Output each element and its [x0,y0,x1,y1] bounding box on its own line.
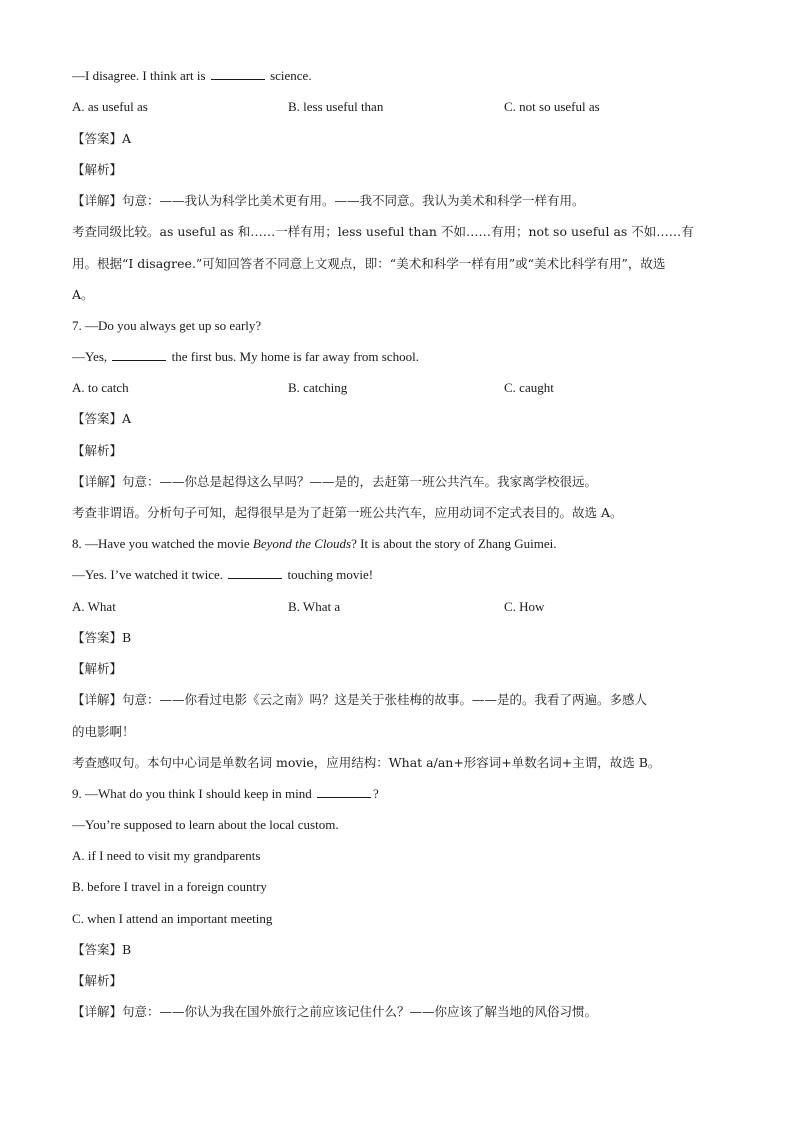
q7-answer: 【答案】A [72,411,132,426]
q6-detail: 【详解】句意：——我认为科学比美术更有用。——我不同意。我认为美术和科学一样有用。 [72,193,585,208]
q7-response-tail: the first bus. My home is far away from school. [171,349,419,364]
q7-explain-1: 考查非谓语。分析句子可知，起得很早是为了赶第一班公共汽车，应用动词不定式表目的。故选 A。 [72,505,623,520]
q6-option-c: C. not so useful as [504,99,600,114]
q8-question [72,536,557,552]
q6-explain-1: 考查同级比较。as useful as 和……一样有用；less useful than 不如……有用；not so useful as 不如……有 [72,224,694,239]
q7-option-b: B. catching [288,380,348,395]
q9-response-line: —You’re supposed to learn about the local custom. [72,817,339,832]
q9-detail: 【详解】句意：——你认为我在国外旅行之前应该记住什么？——你应该了解当地的风俗习惯。 [72,1004,598,1019]
q8-movie-title: Beyond the Clouds [252,536,352,551]
q6-explain-2: 用。根据“I disagree.”可知回答者不同意上文观点，即：“美术和科学一样有用”或“美术比科学有用”，故选 [72,256,666,271]
q9-answer: 【答案】B [72,942,132,957]
q8-option-b: B. What a [288,599,341,614]
q8-option-c: C. How [504,599,545,614]
q7-response-text: —Yes, [72,349,108,364]
q7-analysis-heading: 【解析】 [72,443,123,458]
q9-option-c: C. when I attend an important meeting [72,911,273,926]
q8-detail-2: 的电影啊！ [72,724,135,739]
q8-response-text: —Yes. I’ve watched it twice. [72,567,224,582]
q8-response-tail: touching movie! [287,567,374,582]
q9-option-b: B. before I travel in a foreign country [72,879,267,894]
q9-question [72,786,379,802]
q6-answer: 【答案】A [72,131,132,146]
q6-option-a: A. as useful as [72,99,148,114]
q8-question-tail: ? It is about the story of Zhang Guimei. [351,536,557,551]
q9-blank [317,786,371,798]
q8-option-a: A. What [72,599,116,614]
q8-analysis-heading: 【解析】 [72,661,123,676]
q9-question-tail: ? [373,786,379,801]
q9-option-a: A. if I need to visit my grandparents [72,848,261,863]
q7-blank [112,349,166,361]
q8-question-text: 8. —Have you watched the movie [72,536,250,551]
q8-detail-1: 【详解】句意：——你看过电影《云之南》吗？这是关于张桂梅的故事。——是的。我看了两遍。多感人 [72,692,648,707]
q8-answer: 【答案】B [72,630,132,645]
q9-analysis-heading: 【解析】 [72,973,123,988]
q7-response-line [72,349,419,365]
q6-response-tail: science. [270,68,312,83]
q9-question-text: 9. —What do you think I should keep in mind [72,786,312,801]
q6-blank [211,68,265,80]
q7-detail: 【详解】句意：——你总是起得这么早吗？——是的，去赶第一班公共汽车。我家离学校很远。 [72,474,598,489]
q6-response-text: —I disagree. I think art is [72,68,206,83]
q6-analysis-heading: 【解析】 [72,162,123,177]
q6-response-line [72,68,312,84]
q6-explain-3: A。 [72,287,94,302]
q7-question: 7. —Do you always get up so early? [72,318,262,333]
q7-option-c: C. caught [504,380,554,395]
q7-option-a: A. to catch [72,380,129,395]
q8-blank [228,567,282,579]
q8-response-line [72,567,373,583]
q8-explain-1: 考查感叹句。本句中心词是单数名词 movie，应用结构：What a/an+形容词+单数名词+主谓，故选 B。 [72,755,661,770]
q6-option-b: B. less useful than [288,99,384,114]
